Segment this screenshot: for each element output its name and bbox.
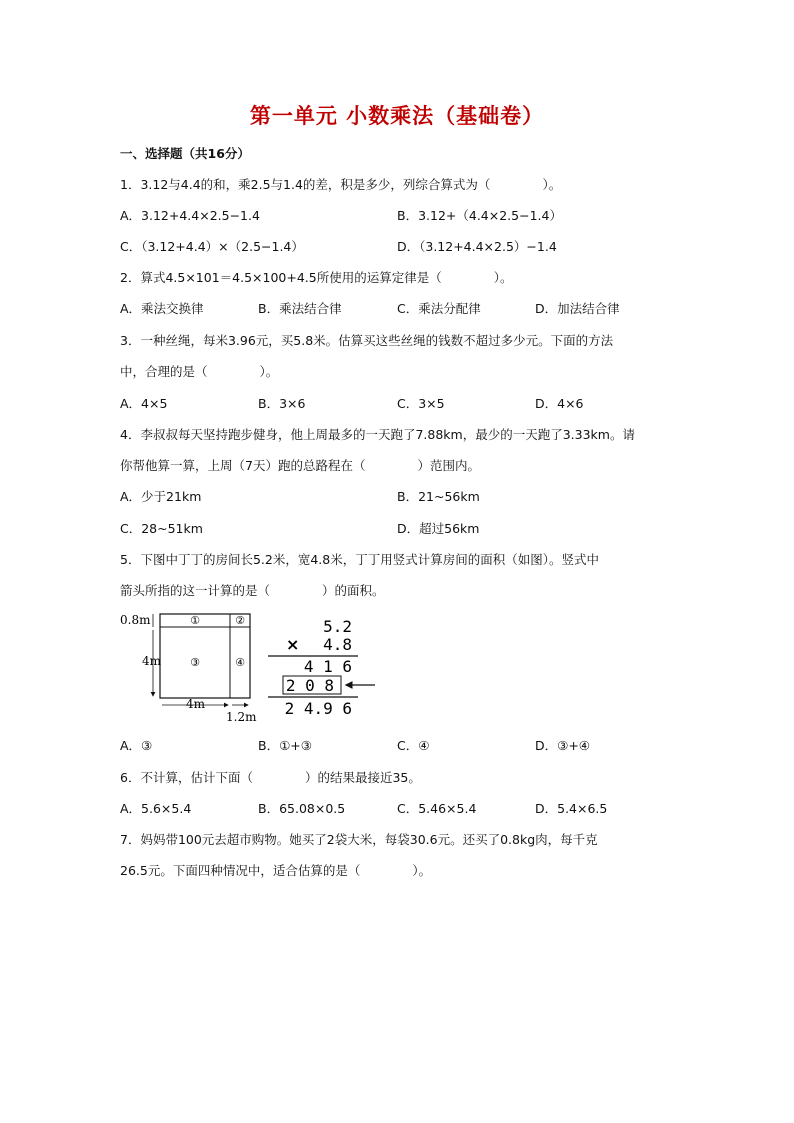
dim-bottom-left-label: 4m <box>186 697 206 711</box>
option-5c: C．④ <box>397 738 430 753</box>
question-1 <box>120 177 561 193</box>
calc-partial-2: 2 0 8 <box>285 676 334 695</box>
option-3b: B．3×6 <box>258 396 306 411</box>
question-2 <box>120 270 513 286</box>
option-2a: A．乘法交换律 <box>120 301 204 316</box>
question-3-line2 <box>120 364 278 380</box>
room-diagram <box>120 608 440 724</box>
calc-multiplicand: 5.2 <box>323 617 352 636</box>
page-title: 第一单元 小数乘法（基础卷） <box>249 103 545 128</box>
question-1-tail: ）。 <box>542 177 562 192</box>
question-4-line2 <box>120 458 480 474</box>
option-3d: D．4×6 <box>535 396 584 411</box>
question-5-line2 <box>120 583 385 599</box>
question-3-text: 中，合理的是（ <box>120 364 208 379</box>
question-6-tail: ）的结果最接近35。 <box>304 770 421 785</box>
region-3-label: ③ <box>190 656 200 669</box>
question-5-text: 箭头所指的这一计算的是（ <box>120 583 271 598</box>
question-7-text: 26.5元。下面四种情况中，适合估算的是（ <box>120 863 361 878</box>
option-6a: A．5.6×5.4 <box>120 801 192 816</box>
option-4a: A．少于21km <box>120 489 202 504</box>
calc-multiplier: 4.8 <box>323 635 352 654</box>
dim-top-label: 0.8m <box>120 613 151 627</box>
dim-bottom-right-label: 1.2m <box>226 710 257 724</box>
dim-left-label: 4m <box>142 654 162 668</box>
option-3c: C．3×5 <box>397 396 445 411</box>
region-2-label: ② <box>235 614 245 627</box>
question-6 <box>120 770 421 786</box>
question-1-text: 1．3.12与4.4的和，乘2.5与1.4的差，积是多少，列综合算式为（ <box>120 177 491 192</box>
option-3a: A．4×5 <box>120 396 168 411</box>
question-5-line1: 5．下图中丁丁的房间长5.2米，宽4.8米，丁丁用竖式计算房间的面积（如图）。竖式中 <box>120 552 599 567</box>
question-4-text: 你帮他算一算，上周（7天）跑的总路程在（ <box>120 458 366 473</box>
option-5a: A．③ <box>120 738 153 753</box>
question-7-line1: 7．妈妈带100元去超市购物。她买了2袋大米，每袋30.6元。还买了0.8kg肉，每千克 <box>120 832 598 847</box>
calc-times-sign: × <box>286 635 300 654</box>
question-2-tail: ）。 <box>493 270 513 285</box>
option-2b: B．乘法结合律 <box>258 301 342 316</box>
option-6b: B．65.08×0.5 <box>258 801 346 816</box>
question-7-line2 <box>120 863 431 879</box>
option-5b: B．①+③ <box>258 738 312 753</box>
region-4-label: ④ <box>235 656 245 669</box>
option-6d: D．5.4×6.5 <box>535 801 608 816</box>
question-3-line1: 3．一种丝绳，每米3.96元，买5.8米。估算买这些丝绳的钱数不超过多少元。下面的方法 <box>120 333 614 348</box>
option-6c: C．5.46×5.4 <box>397 801 477 816</box>
option-2d: D．加法结合律 <box>535 301 620 316</box>
question-6-text: 6．不计算，估计下面（ <box>120 770 253 785</box>
option-2c: C．乘法分配律 <box>397 301 481 316</box>
calc-product: 2 4.9 6 <box>284 699 352 718</box>
question-7-tail: ）。 <box>412 863 432 878</box>
option-4d: D．超过56km <box>397 521 480 536</box>
option-5d: D．③+④ <box>535 738 591 753</box>
option-4b: B．21~56km <box>397 489 480 504</box>
option-1a: A．3.12+4.4×2.5−1.4 <box>120 208 260 223</box>
question-3-tail: ）。 <box>259 364 279 379</box>
option-1c: C．（3.12+4.4）×（2.5−1.4） <box>120 239 304 254</box>
region-1-label: ① <box>190 614 200 627</box>
question-4-line1: 4．李叔叔每天坚持跑步健身，他上周最多的一天跑了7.88km，最少的一天跑了3.33km。请 <box>120 427 635 442</box>
section-heading: 一、选择题（共16分） <box>120 146 250 161</box>
option-4c: C．28~51km <box>120 521 203 536</box>
question-4-tail: ）范围内。 <box>417 458 480 473</box>
question-2-text: 2．算式4.5×101＝4.5×100+4.5所使用的运算定律是（ <box>120 270 442 285</box>
option-1b: B．3.12+（4.4×2.5−1.4） <box>397 208 562 223</box>
option-1d: D．（3.12+4.4×2.5）−1.4 <box>397 239 557 254</box>
room-area-figure <box>120 608 440 724</box>
question-5-tail: ）的面积。 <box>322 583 385 598</box>
calc-partial-1: 4 1 6 <box>303 657 352 676</box>
